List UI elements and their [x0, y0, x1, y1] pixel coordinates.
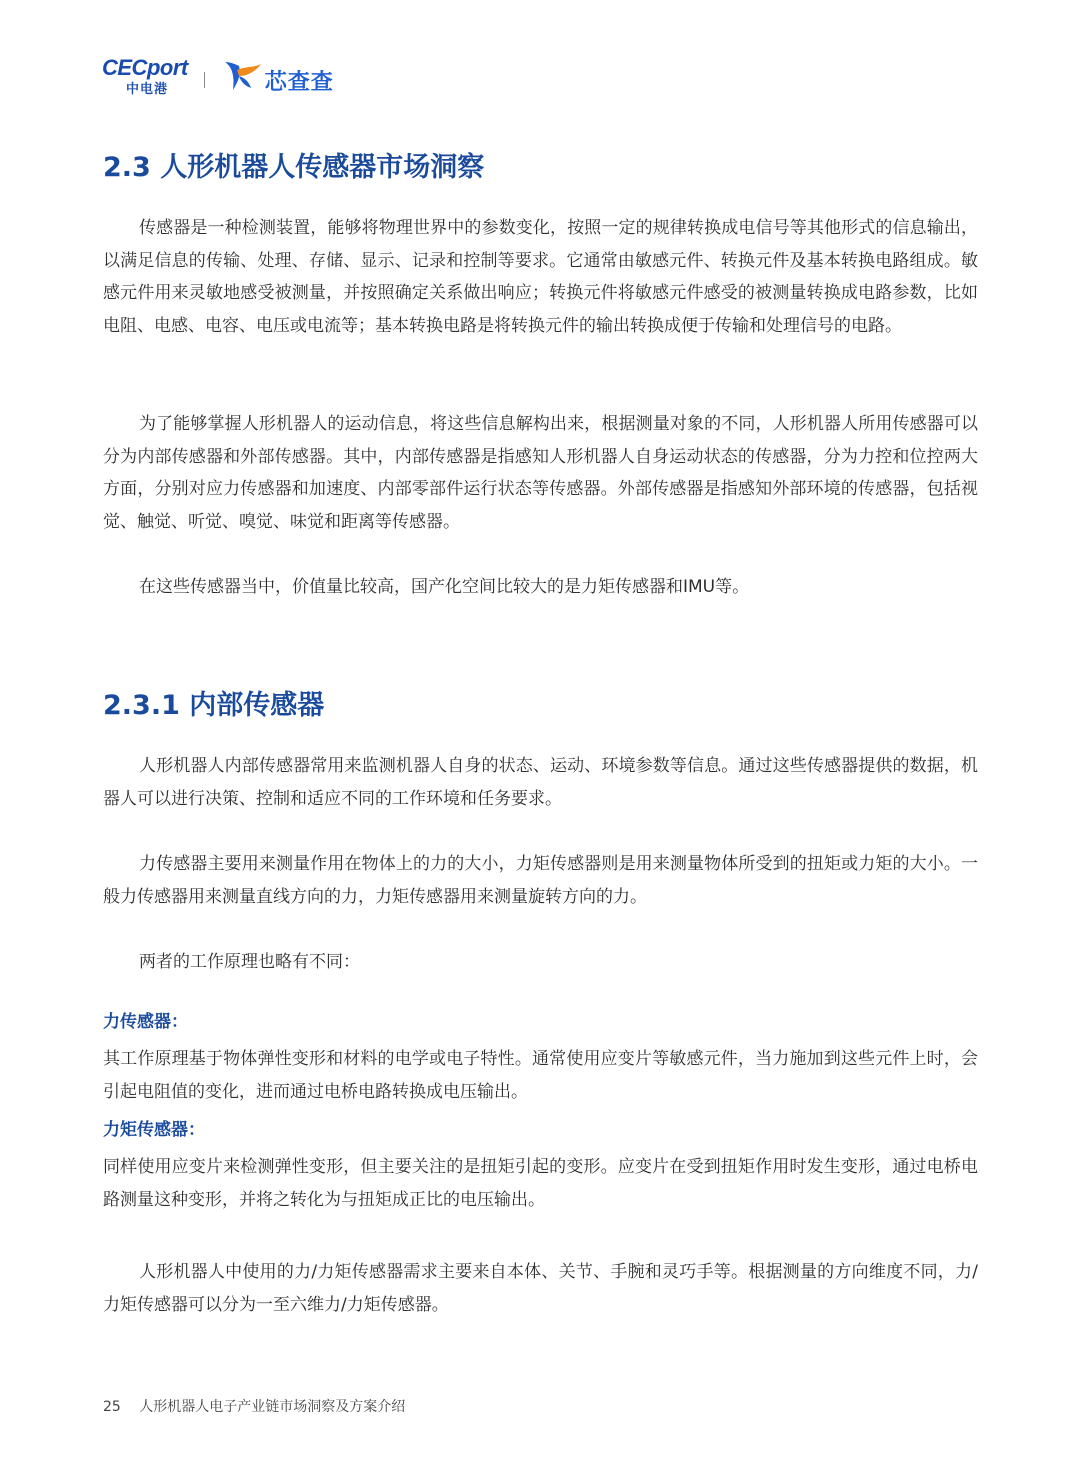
- cecport-logo: [102, 54, 188, 97]
- closing-paragraph: 人形机器人中使用的力/力矩传感器需求主要来自本体、关节、手腕和灵巧手等。根据测量的方向维度不同，力/力矩传感器可以分为一至六维力/力矩传感器。: [103, 1262, 978, 1315]
- page-number: 25: [103, 1399, 121, 1415]
- section-paragraph-1: 传感器是一种检测装置，能够将物理世界中的参数变化，按照一定的规律转换成电信号等其他形式的信息输出，以满足信息的传输、处理、存储、显示、记录和控制等要求。它通常由敏感元件、转换元件及基本转换电路组成。敏感元件用来灵敏地感受被测量，并按照确定关系做出响应；转换元件将敏感元件感受的被测量转换成电路参数，比如电阻、电感、电容、电压或电流等；基本转换电路是将转换元件的输出转换成便于传输和处理信号的电路。: [103, 218, 978, 336]
- xinchacha-logo-text: 芯查查: [264, 69, 334, 95]
- force-sensor-text: 其工作原理基于物体弹性变形和材料的电学或电子特性。通常使用应变片等敏感元件，当力施加到这些元件上时，会引起电阻值的变化，进而通过电桥电路转换成电压输出。: [103, 1049, 978, 1102]
- xinchacha-logo: [221, 56, 334, 96]
- section-title: 2.3 人形机器人传感器市场洞察: [103, 152, 485, 183]
- subsection-paragraph-2: 力传感器主要用来测量作用在物体上的力的大小，力矩传感器则是用来测量物体所受到的扭矩或力矩的大小。一般力传感器用来测量直线方向的力，力矩传感器用来测量旋转方向的力。: [103, 854, 978, 907]
- page-footer: [103, 1396, 405, 1416]
- force-sensor-label: 力传感器：: [103, 1012, 188, 1032]
- torque-sensor-label: 力矩传感器：: [103, 1120, 205, 1140]
- subsection-paragraph-1: 人形机器人内部传感器常用来监测机器人自身的状态、运动、环境参数等信息。通过这些传感器提供的数据，机器人可以进行决策、控制和适应不同的工作环境和任务要求。: [103, 756, 978, 809]
- logo-divider: [204, 72, 205, 88]
- footer-doc-title: 人形机器人电子产业链市场洞察及方案介绍: [139, 1399, 406, 1415]
- cecport-logo-text: CECport: [102, 54, 188, 80]
- section-paragraph-3: 在这些传感器当中，价值量比较高，国产化空间比较大的是力矩传感器和IMU等。: [139, 577, 750, 597]
- bird-icon: [221, 56, 263, 96]
- torque-sensor-text: 同样使用应变片来检测弹性变形，但主要关注的是扭矩引起的变形。应变片在受到扭矩作用时发生变形，通过电桥电路测量这种变形，并将之转化为与扭矩成正比的电压输出。: [103, 1157, 978, 1210]
- subsection-title: 2.3.1 内部传感器: [103, 690, 325, 721]
- section-paragraph-2: 为了能够掌握人形机器人的运动信息，将这些信息解构出来，根据测量对象的不同，人形机器人所用传感器可以分为内部传感器和外部传感器。其中，内部传感器是指感知人形机器人自身运动状态的传感器，分为力控和位控两大方面，分别对应力传感器和加速度、内部零部件运行状态等传感器。外部传感器是指感知外部环境的传感器，包括视觉、触觉、听觉、嗅觉、味觉和距离等传感器。: [103, 414, 978, 532]
- subsection-paragraph-3: 两者的工作原理也略有不同：: [139, 952, 360, 972]
- cecport-logo-subtext: 中电港: [126, 81, 169, 97]
- header-logos: [102, 52, 334, 100]
